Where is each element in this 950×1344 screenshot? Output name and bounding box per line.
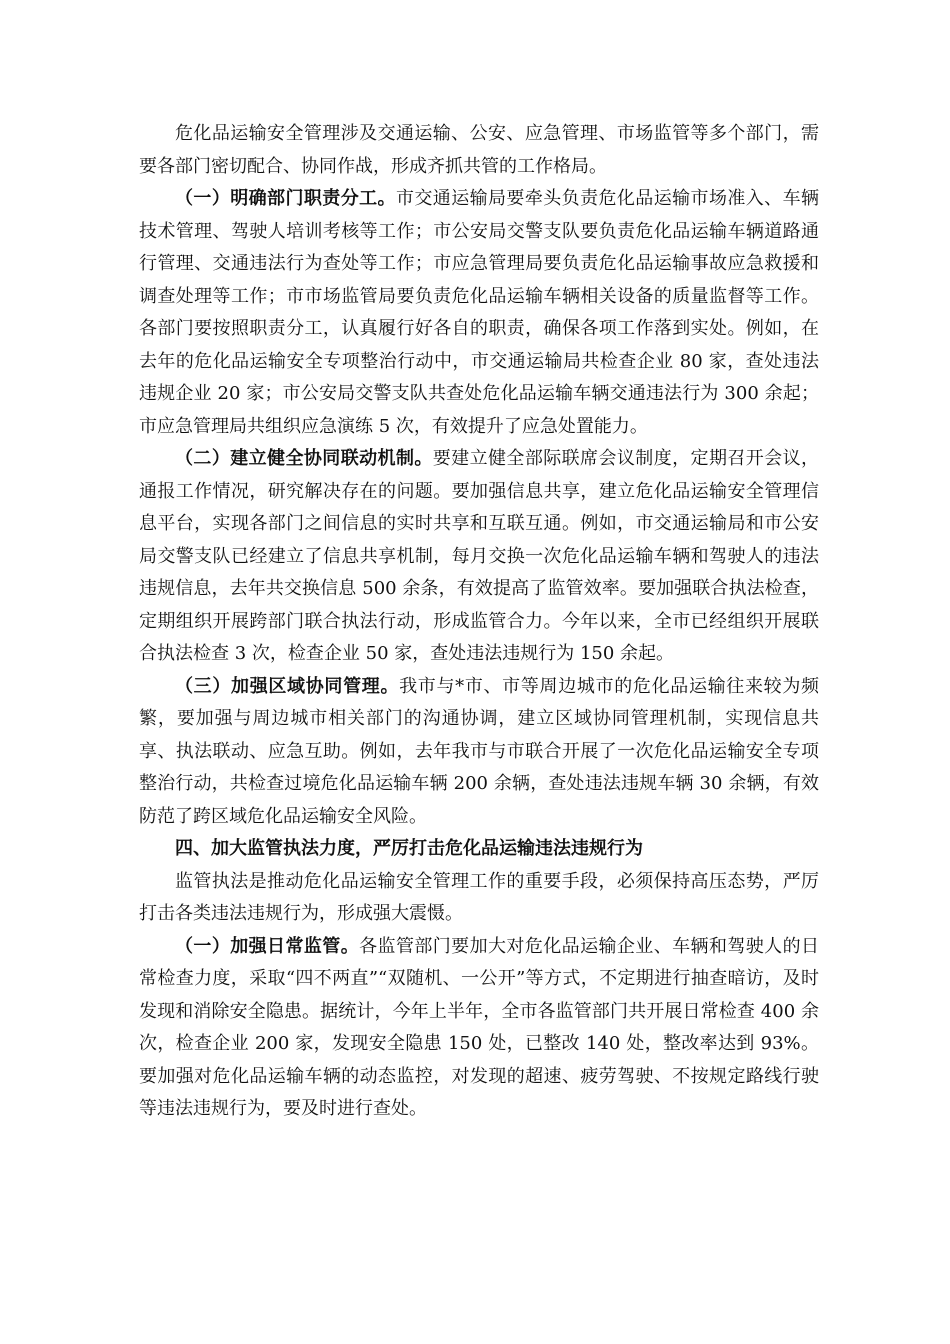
paragraph-daily-supervision [139,931,819,1126]
paragraph-lead: （三）加强区域协同管理。 [175,675,400,697]
paragraph-text: 我市与*市、市等周边城市的危化品运输往来较为频繁，要加强与周边城市相关部门的沟通协调，建立区域协同管理机制，实现信息共享、执法联动、应急互助。例如，去年我市与市联合开展了一次危化品运输安全专项整治行动，共检查过境危化品运输车辆 200 余辆，查处违法违规车辆 30 余辆，有效防范了跨区域危化品运输安全风险。 [139,675,820,827]
paragraph-coordination-mechanism [139,443,819,671]
section-heading: 四、加大监管执法力度，严厉打击危化品运输违法违规行为 [175,838,643,859]
paragraph-intro [139,118,819,183]
paragraph-text: 市交通运输局要牵头负责危化品运输市场准入、车辆技术管理、驾驶人培训考核等工作；市公安局交警支队要负责危化品运输车辆道路通行管理、交通违法行为查处等工作；市应急管理局要负责危化品运输事故应急救援和调查处理等工作；市市场监管局要负责危化品运输车辆相关设备的质量监督等工作。各部门要按照职责分工，认真履行好各自的职责，确保各项工作落到实处。例如，在去年的危化品运输安全专项整治行动中，市交通运输局共检查企业 80 家，查处违法违规企业 20 家；市公安局交警支队共查处危化品运输车辆交通违法行为 300 余起；市应急管理局共组织应急演练 5 次，有效提升了应急处置能力。 [139,188,820,437]
document-page [139,118,819,1126]
paragraph-text: 要建立健全部际联席会议制度，定期召开会议，通报工作情况，研究解决存在的问题。要加强信息共享，建立危化品运输安全管理信息平台，实现各部门之间信息的实时共享和互联互通。例如，市交通运输局和市公安局交警支队已经建立了信息共享机制，每月交换一次危化品运输车辆和驾驶人的违法违规信息，去年共交换信息 500 余条，有效提高了监管效率。要加强联合执法检查，定期组织开展跨部门联合执法行动，形成监管合力。今年以来，全市已经组织开展联合执法检查 3 次，检查企业 50 家，查处违法违规行为 150 余起。 [139,448,819,664]
paragraph-text: 各监管部门要加大对危化品运输企业、车辆和驾驶人的日常检查力度，采取“四不两直”“双随机、一公开”等方式，不定期进行抽查暗访，及时发现和消除安全隐患。据统计，今年上半年，全市各监管部门共开展日常检查 400 余次，检查企业 200 家，发现安全隐患 150 处，已整改 140 处，整改率达到 93%。要加强对危化品运输车辆的动态监控，对发现的超速、疲劳驾驶、不按规定路线行驶等违法违规行为，要及时进行查处。 [139,935,820,1119]
paragraph-department-duties [139,183,819,443]
paragraph-text: 危化品运输安全管理涉及交通运输、公安、应急管理、市场监管等多个部门，需要各部门密切配合、协同作战，形成齐抓共管的工作格局。 [139,123,819,177]
paragraph-enforcement-intro [139,866,819,931]
paragraph-lead: （一）加强日常监管。 [175,935,360,957]
paragraph-regional-coordination [139,671,819,834]
paragraph-lead: （二）建立健全协同联动机制。 [175,448,433,469]
paragraph-lead: （一）明确部门职责分工。 [175,188,396,209]
paragraph-text: 监管执法是推动危化品运输安全管理工作的重要手段，必须保持高压态势，严厉打击各类违法违规行为，形成强大震慑。 [139,870,819,924]
